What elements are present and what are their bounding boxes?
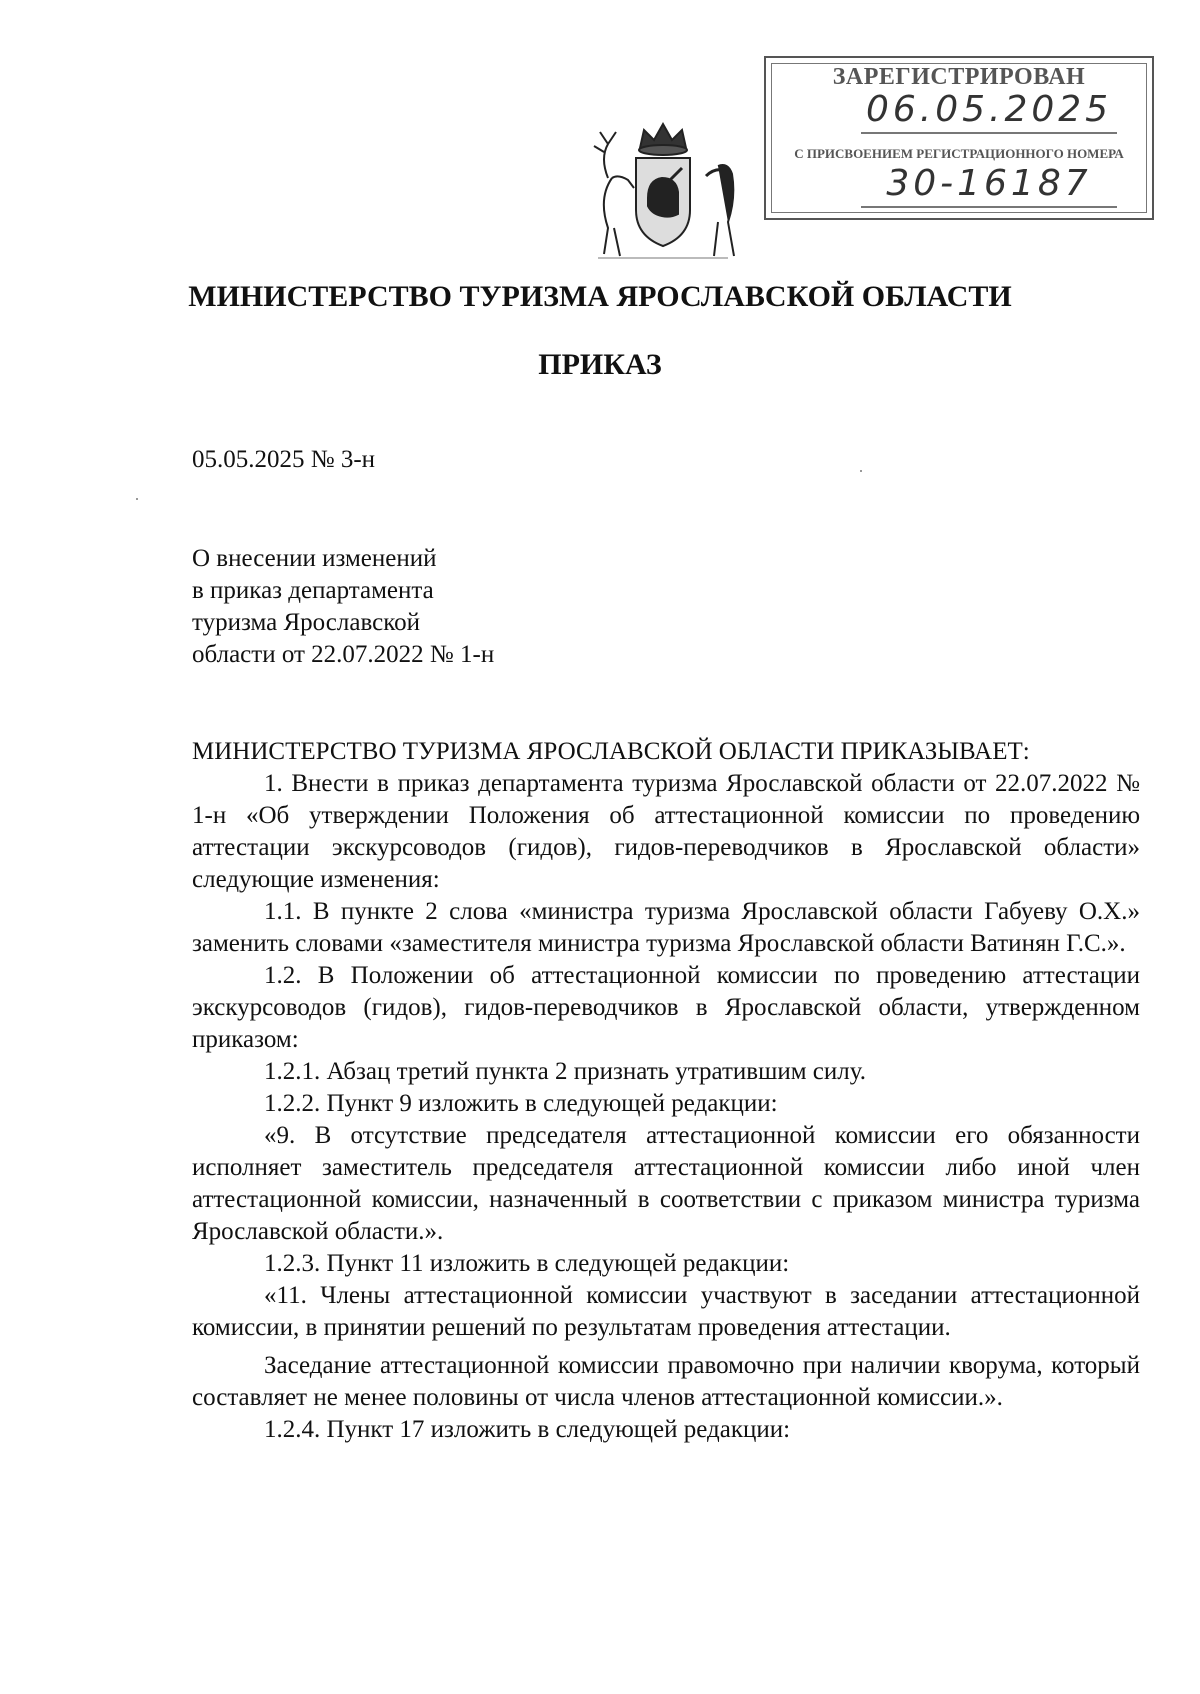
registration-stamp bbox=[764, 56, 1154, 220]
paragraph: 1. Внести в приказ департамента туризма Ярославской области от 22.07.2022 № 1-н «Об утверждении Положения об аттестационной комиссии по проведению аттестации экскурсоводов (гидов), гидов-переводчиков в Ярославской области» следующие изменения: bbox=[192, 770, 1140, 893]
order-body bbox=[192, 736, 1140, 1446]
paragraph: 1.2. В Положении об аттестационной комиссии по проведению аттестации экскурсоводов (гидов), гидов-переводчиков в Ярославской области, утвержденном приказом: bbox=[192, 962, 1140, 1053]
coat-of-arms-emblem bbox=[578, 118, 748, 266]
stamp-handwritten-date: 06.05.2025 bbox=[861, 88, 1117, 134]
paragraph: 1.2.3. Пункт 11 изложить в следующей редакции: bbox=[264, 1250, 790, 1277]
order-date-number: 05.05.2025 № 3-н bbox=[192, 446, 376, 473]
ministry-heading: МИНИСТЕРСТВО ТУРИЗМА ЯРОСЛАВСКОЙ ОБЛАСТИ bbox=[188, 280, 1012, 313]
order-subject bbox=[192, 543, 494, 671]
paragraph: «9. В отсутствие председателя аттестационной комиссии его обязанности исполняет заместитель председателя аттестационной комиссии либо иной член аттестационной комиссии, назначенный в соответствии с приказом министра туризма Ярославской области.». bbox=[192, 1122, 1140, 1245]
stamp-handwritten-number: 30-16187 bbox=[861, 162, 1117, 208]
paragraph: 1.2.2. Пункт 9 изложить в следующей редакции: bbox=[264, 1090, 778, 1117]
subject-line: в приказ департамента bbox=[192, 577, 434, 604]
scan-speck bbox=[860, 470, 862, 472]
paragraph: 1.2.4. Пункт 17 изложить в следующей редакции: bbox=[264, 1416, 791, 1443]
subject-line: О внесении изменений bbox=[192, 545, 437, 572]
paragraph: 1.1. В пункте 2 слова «министра туризма Ярославской области Габуеву О.Х.» заменить словами «заместителя министра туризма Ярославской области Ватинян Г.С.». bbox=[192, 898, 1140, 957]
paragraph: Заседание аттестационной комиссии правомочно при наличии кворума, который составляет не менее половины от числа членов аттестационной комиссии.». bbox=[192, 1352, 1140, 1411]
stamp-title: ЗАРЕГИСТРИРОВАН bbox=[832, 64, 1086, 90]
order-title: ПРИКАЗ bbox=[538, 348, 662, 381]
scan-speck bbox=[136, 498, 138, 500]
subject-line: области от 22.07.2022 № 1-н bbox=[192, 641, 495, 668]
order-lead: МИНИСТЕРСТВО ТУРИЗМА ЯРОСЛАВСКОЙ ОБЛАСТИ ПРИКАЗЫВАЕТ: bbox=[192, 738, 1030, 765]
paragraph: 1.2.1. Абзац третий пункта 2 признать утратившим силу. bbox=[264, 1058, 866, 1085]
stamp-note: С ПРИСВОЕНИЕМ РЕГИСТРАЦИОННОГО НОМЕРА bbox=[794, 146, 1124, 161]
paragraph: «11. Члены аттестационной комиссии участвуют в заседании аттестационной комиссии, в принятии решений по результатам проведения аттестации. bbox=[192, 1282, 1140, 1341]
subject-line: туризма Ярославской bbox=[192, 609, 420, 636]
